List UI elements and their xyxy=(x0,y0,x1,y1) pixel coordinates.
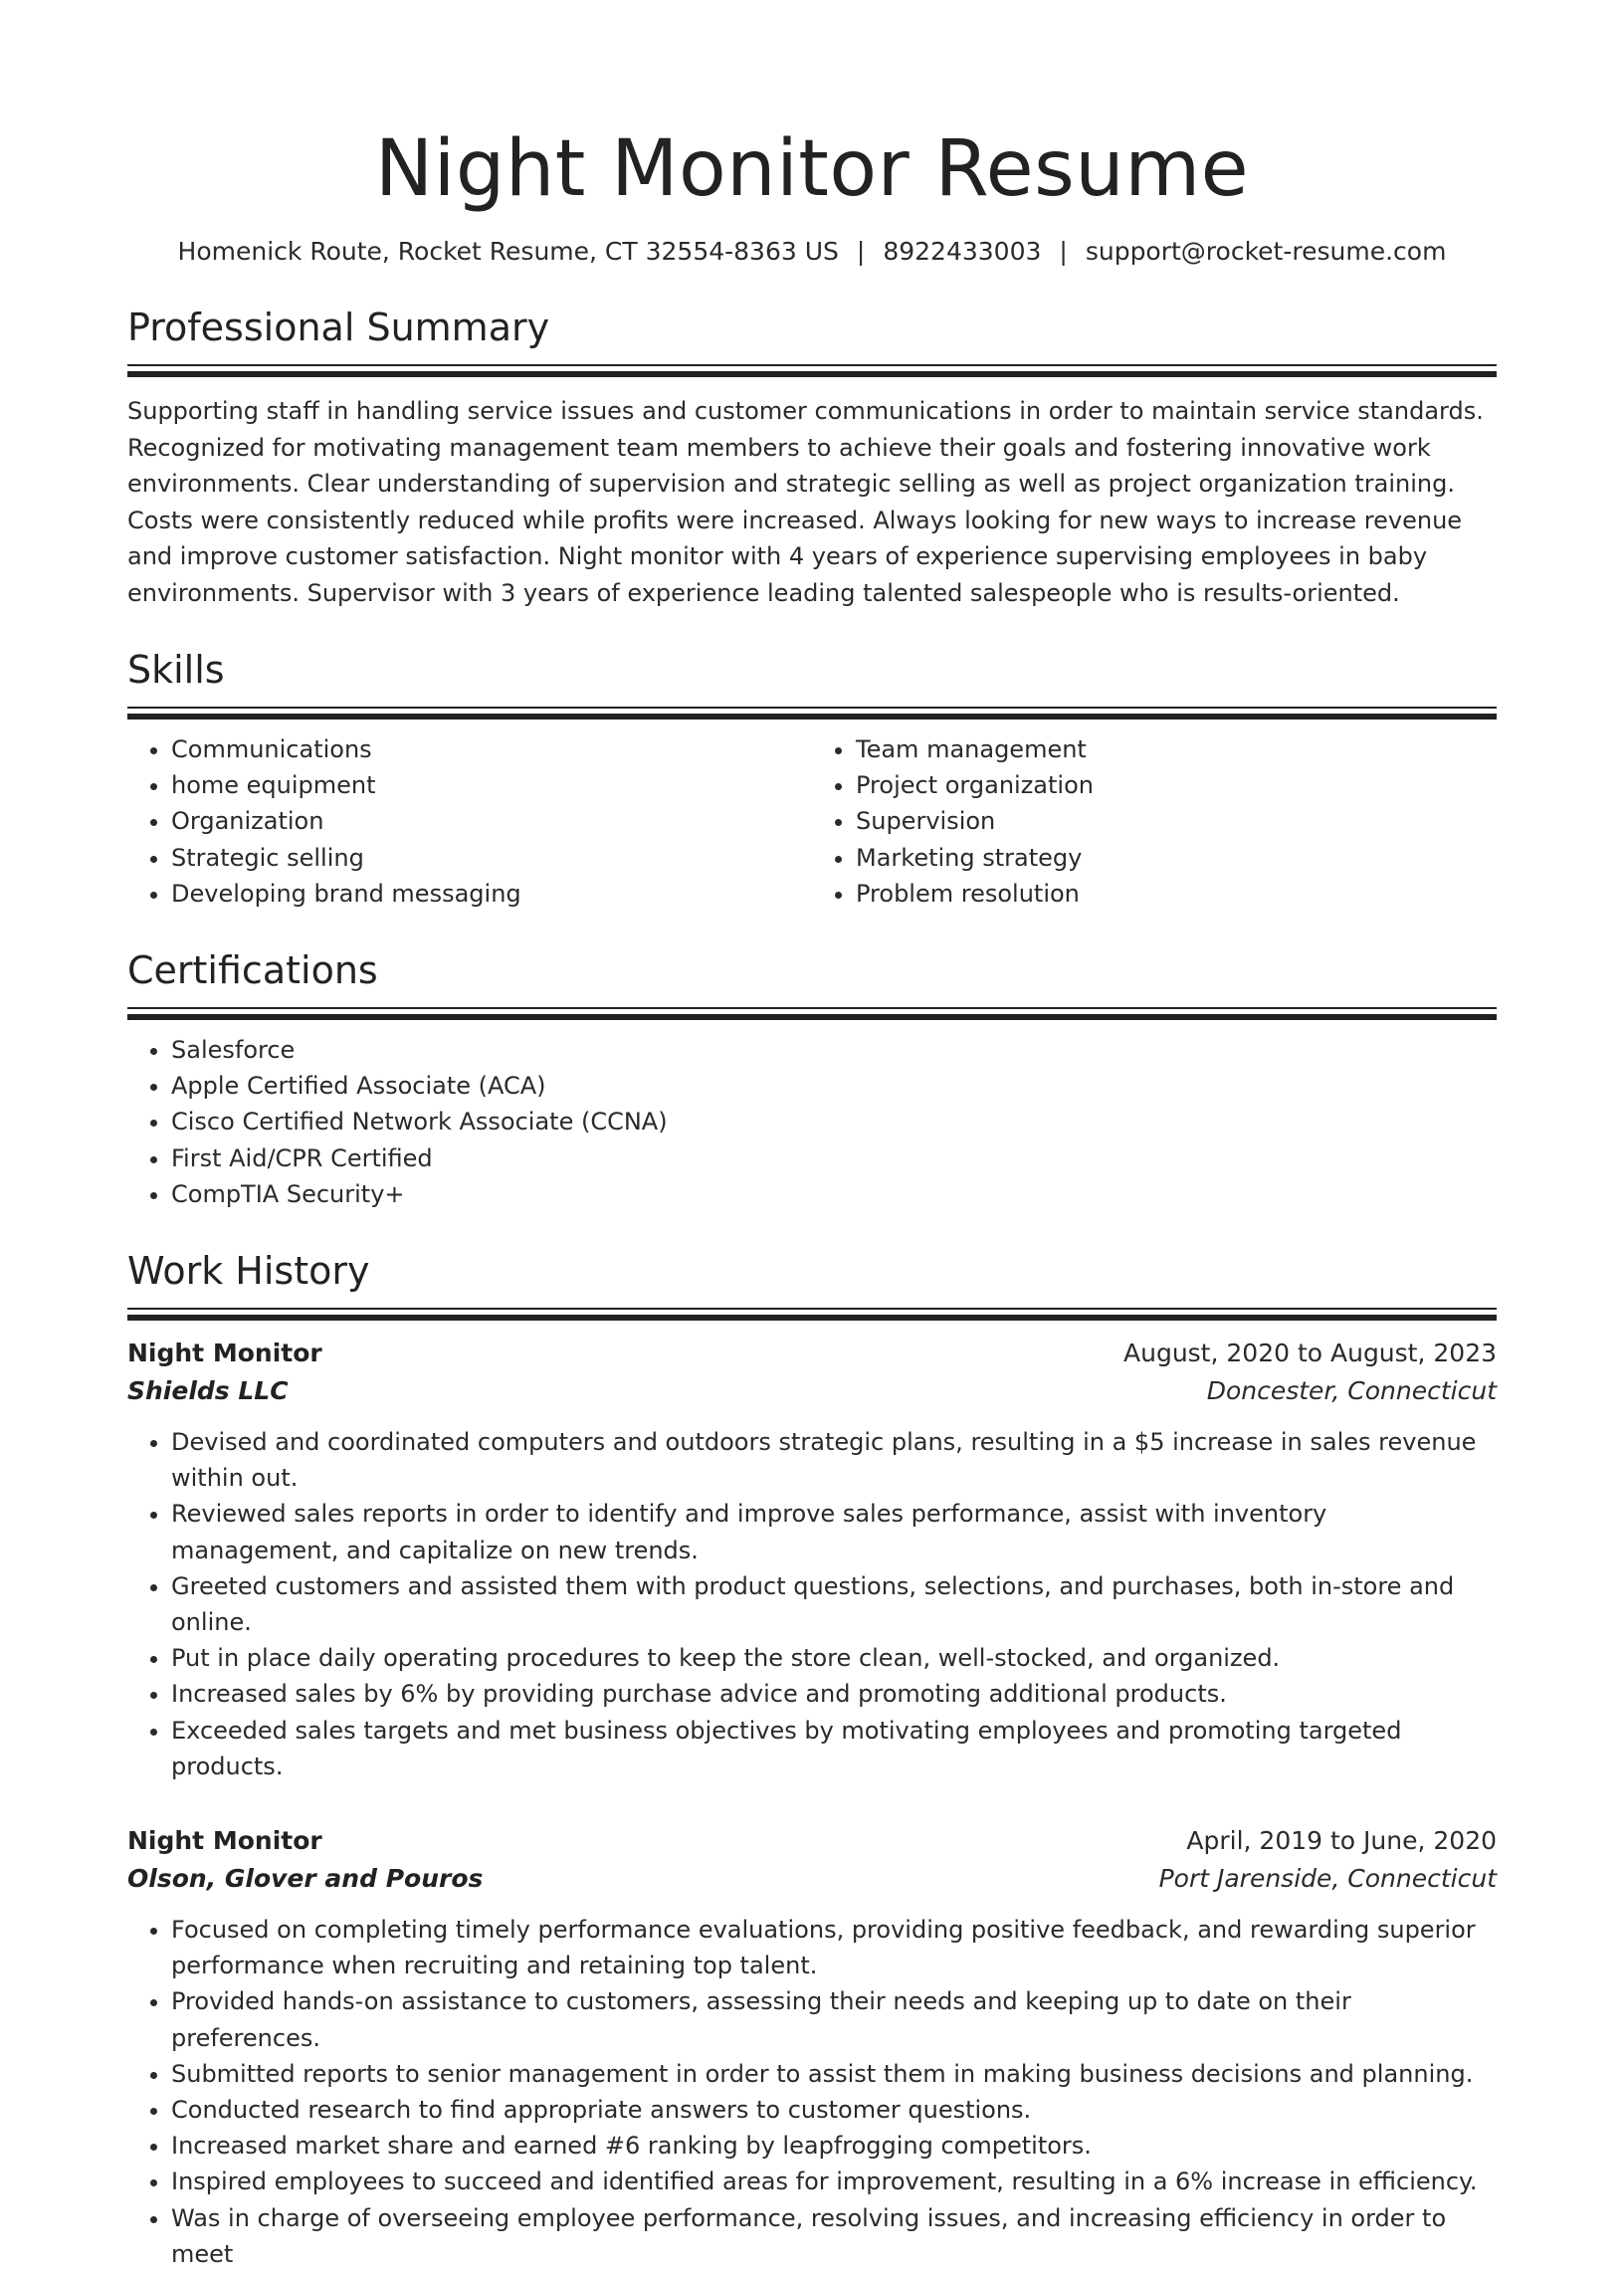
work-history-section xyxy=(127,1248,1497,2272)
section-title-summary: Professional Summary xyxy=(127,306,550,349)
job-bullet: • Greeted customers and assisted them with product questions, selections, and purchases, both in-store and online. xyxy=(171,1568,1497,1640)
certifications-section xyxy=(127,947,1497,1212)
job-title: Night Monitor xyxy=(127,1339,322,1368)
job-bullet: • Increased sales by 6% by providing purchase advice and promoting additional products. xyxy=(171,1676,1497,1712)
job-company: Olson, Glover and Pouros xyxy=(127,1864,484,1894)
contact-line xyxy=(127,235,1497,269)
certification-item: • Cisco Certified Network Associate (CCNA) xyxy=(171,1104,1497,1139)
skill-item: • Team management xyxy=(856,731,1497,767)
skills-list-left xyxy=(127,731,812,912)
professional-summary-section xyxy=(127,305,1497,611)
skill-item: • Supervision xyxy=(856,803,1497,839)
job-bullet: • Provided hands-on assistance to customers, assessing their needs and keeping up to date on their preferences. xyxy=(171,1983,1497,2055)
job-dates: April, 2019 to June, 2020 xyxy=(1186,1826,1497,1856)
job-bullets xyxy=(127,1424,1497,1784)
job-header-row xyxy=(127,1822,1497,1860)
section-rule-thick xyxy=(127,371,1497,377)
contact-separator: | xyxy=(856,237,866,266)
job-entry xyxy=(127,1822,1497,2272)
job-bullets xyxy=(127,1912,1497,2272)
resume-content xyxy=(127,0,1497,2272)
job-entry xyxy=(127,1335,1497,1784)
job-bullet: • Devised and coordinated computers and outdoors strategic plans, resulting in a $5 increase in sales revenue within out. xyxy=(171,1424,1497,1496)
job-bullet: • Submitted reports to senior management in order to assist them in making business decisions and planning. xyxy=(171,2056,1497,2092)
job-location: Port Jarenside, Connecticut xyxy=(1158,1864,1497,1894)
section-rule-thick xyxy=(127,1014,1497,1020)
skill-item: • Project organization xyxy=(856,767,1497,803)
section-title-skills: Skills xyxy=(127,648,225,692)
job-bullet: • Was in charge of overseeing employee performance, resolving issues, and increasing efficiency in order to meet xyxy=(171,2200,1497,2272)
section-title-certifications: Certifications xyxy=(127,948,378,993)
certification-item: • Apple Certified Associate (ACA) xyxy=(171,1068,1497,1104)
contact-phone: 8922433003 xyxy=(883,237,1042,266)
section-rule xyxy=(127,1007,1497,1009)
skill-item: • Marketing strategy xyxy=(856,840,1497,876)
contact-email: support@rocket-resume.com xyxy=(1085,237,1447,266)
job-bullet: • Inspired employees to succeed and identified areas for improvement, resulting in a 6% increase in efficiency. xyxy=(171,2164,1497,2199)
job-bullet: • Focused on completing timely performance evaluations, providing positive feedback, and rewarding superior performance when recruiting and retaining top talent. xyxy=(171,1912,1497,1983)
certification-item: • CompTIA Security+ xyxy=(171,1176,1497,1212)
section-title-work-history: Work History xyxy=(127,1249,370,1294)
skills-grid xyxy=(127,731,1497,912)
section-rule xyxy=(127,364,1497,366)
job-bullet: • Increased market share and earned #6 ranking by leapfrogging competitors. xyxy=(171,2128,1497,2164)
skill-item: • Developing brand messaging xyxy=(171,876,812,912)
job-bullet: • Reviewed sales reports in order to identify and improve sales performance, assist with inventory management, and capitalize on new trends. xyxy=(171,1496,1497,1567)
job-location: Doncester, Connecticut xyxy=(1206,1376,1497,1406)
contact-separator: | xyxy=(1059,237,1068,266)
job-bullet: • Conducted research to find appropriate answers to customer questions. xyxy=(171,2092,1497,2128)
summary-text: Supporting staff in handling service issues and customer communications in order to maintain service standards. Recognized for motivating management team members to achieve their goals and fostering innovative work environments. Clear understanding of supervision and strategic selling as well as project organization training. Costs were consistently reduced while profits were increased. Always looking for new ways to increase revenue and improve customer satisfaction. Night monitor with 4 years of experience supervising employees in baby environments. Supervisor with 3 years of experience leading talented salespeople who is results-oriented. xyxy=(127,397,1484,607)
section-rule-thick xyxy=(127,1315,1497,1321)
certification-item: • First Aid/CPR Certified xyxy=(171,1140,1497,1176)
skill-item: • Strategic selling xyxy=(171,840,812,876)
skills-section xyxy=(127,647,1497,912)
certifications-list xyxy=(127,1032,1497,1212)
job-bullet: • Put in place daily operating procedures to keep the store clean, well-stocked, and organized. xyxy=(171,1640,1497,1676)
job-company: Shields LLC xyxy=(127,1376,289,1406)
skill-item: • Problem resolution xyxy=(856,876,1497,912)
skills-list-right xyxy=(812,731,1497,912)
job-header-row xyxy=(127,1335,1497,1372)
section-rule xyxy=(127,707,1497,709)
skill-item: • Communications xyxy=(171,731,812,767)
section-rule-thick xyxy=(127,714,1497,720)
job-subheader-row xyxy=(127,1372,1497,1410)
skill-item: • Organization xyxy=(171,803,812,839)
job-bullet: • Exceeded sales targets and met business objectives by motivating employees and promoting targeted products. xyxy=(171,1713,1497,1784)
contact-address: Homenick Route, Rocket Resume, CT 32554-8363 US xyxy=(177,237,839,266)
section-rule xyxy=(127,1308,1497,1310)
skill-item: • home equipment xyxy=(171,767,812,803)
job-dates: August, 2020 to August, 2023 xyxy=(1123,1339,1497,1368)
resume-name: Night Monitor Resume xyxy=(374,124,1250,214)
job-title: Night Monitor xyxy=(127,1826,322,1856)
certification-item: • Salesforce xyxy=(171,1032,1497,1068)
job-subheader-row xyxy=(127,1860,1497,1898)
